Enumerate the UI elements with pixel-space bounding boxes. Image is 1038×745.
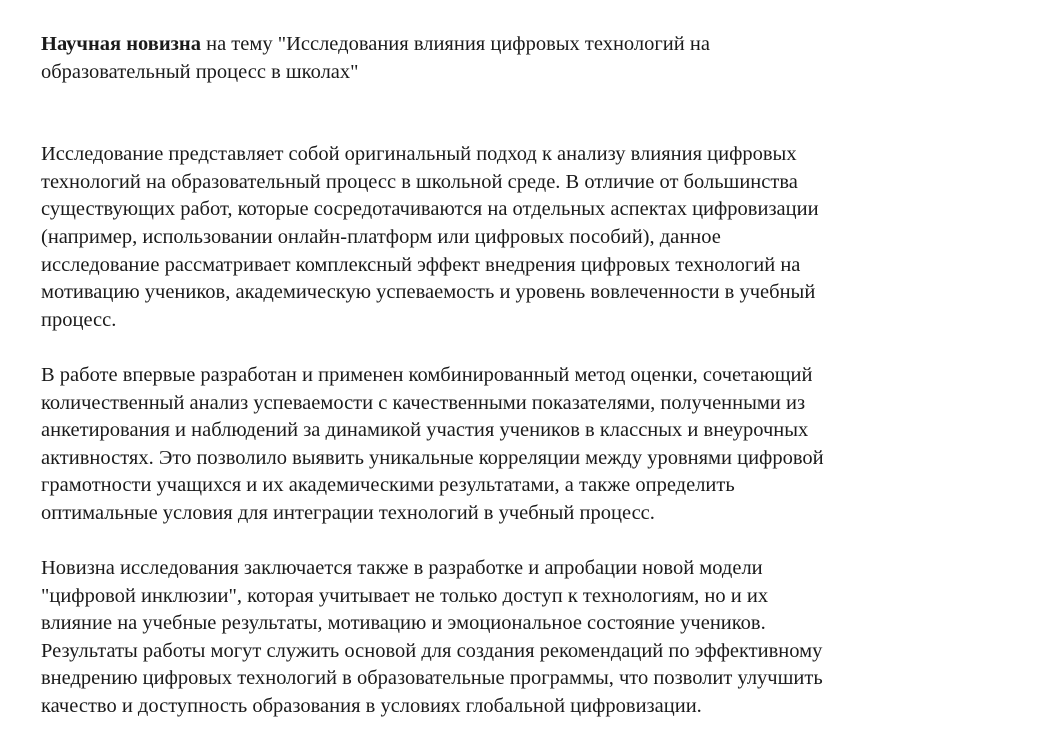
paragraph-line: Результаты работы могут служить основой для создания рекомендаций по эффективному <box>41 639 823 662</box>
paragraph-line: процесс. <box>41 308 117 331</box>
paragraph-line: исследование рассматривает комплексный эффект внедрения цифровых технологий на <box>41 253 801 276</box>
paragraph-line: влияние на учебные результаты, мотивацию и эмоциональное состояние учеников. <box>41 612 766 635</box>
paragraph-line: технологий на образовательный процесс в школьной среде. В отличие от большинства <box>41 170 798 193</box>
paragraph-line: (например, использовании онлайн-платформ или цифровых пособий), данное <box>41 225 721 248</box>
title-bold-part: Научная новизна <box>41 33 201 55</box>
paragraph-line: Исследование представляет собой оригинальный подход к анализу влияния цифровых <box>41 143 797 166</box>
paragraph-line: внедрению цифровых технологий в образовательные программы, что позволит улучшить <box>41 667 823 690</box>
document-body <box>41 31 1001 721</box>
paragraph-line: анкетирования и наблюдений за динамикой участия учеников в классных и внеурочных <box>41 419 809 442</box>
paragraph-line: качество и доступность образования в условиях глобальной цифровизации. <box>41 695 702 718</box>
title-line-2: образовательный процесс в школах" <box>41 60 359 83</box>
title-line-1 <box>41 31 1001 59</box>
paragraph-3 <box>41 555 1001 721</box>
paragraph-line: мотивацию учеников, академическую успеваемость и уровень вовлеченности в учебный <box>41 281 816 304</box>
paragraph-line: Новизна исследования заключается также в разработке и апробации новой модели <box>41 557 763 580</box>
paragraph-line: "цифровой инклюзии", которая учитывает не только доступ к технологиям, но и их <box>41 584 769 607</box>
paragraph-line: грамотности учащихся и их академическими результатами, а также определить <box>41 474 735 497</box>
paragraph-line: активностях. Это позволило выявить уникальные корреляции между уровнями цифровой <box>41 446 824 469</box>
paragraph-line: оптимальные условия для интеграции технологий в учебный процесс. <box>41 501 655 524</box>
paragraph-line: количественный анализ успеваемости с качественными показателями, полученными из <box>41 391 806 414</box>
paragraph-1 <box>41 141 1001 334</box>
paragraph-line: В работе впервые разработан и применен комбинированный метод оценки, сочетающий <box>41 363 813 386</box>
paragraph-2 <box>41 362 1001 528</box>
paragraph-line: существующих работ, которые сосредотачиваются на отдельных аспектах цифровизации <box>41 198 819 221</box>
document-title <box>41 31 1001 86</box>
title-rest-part: на тему "Исследования влияния цифровых технологий на <box>200 33 710 55</box>
